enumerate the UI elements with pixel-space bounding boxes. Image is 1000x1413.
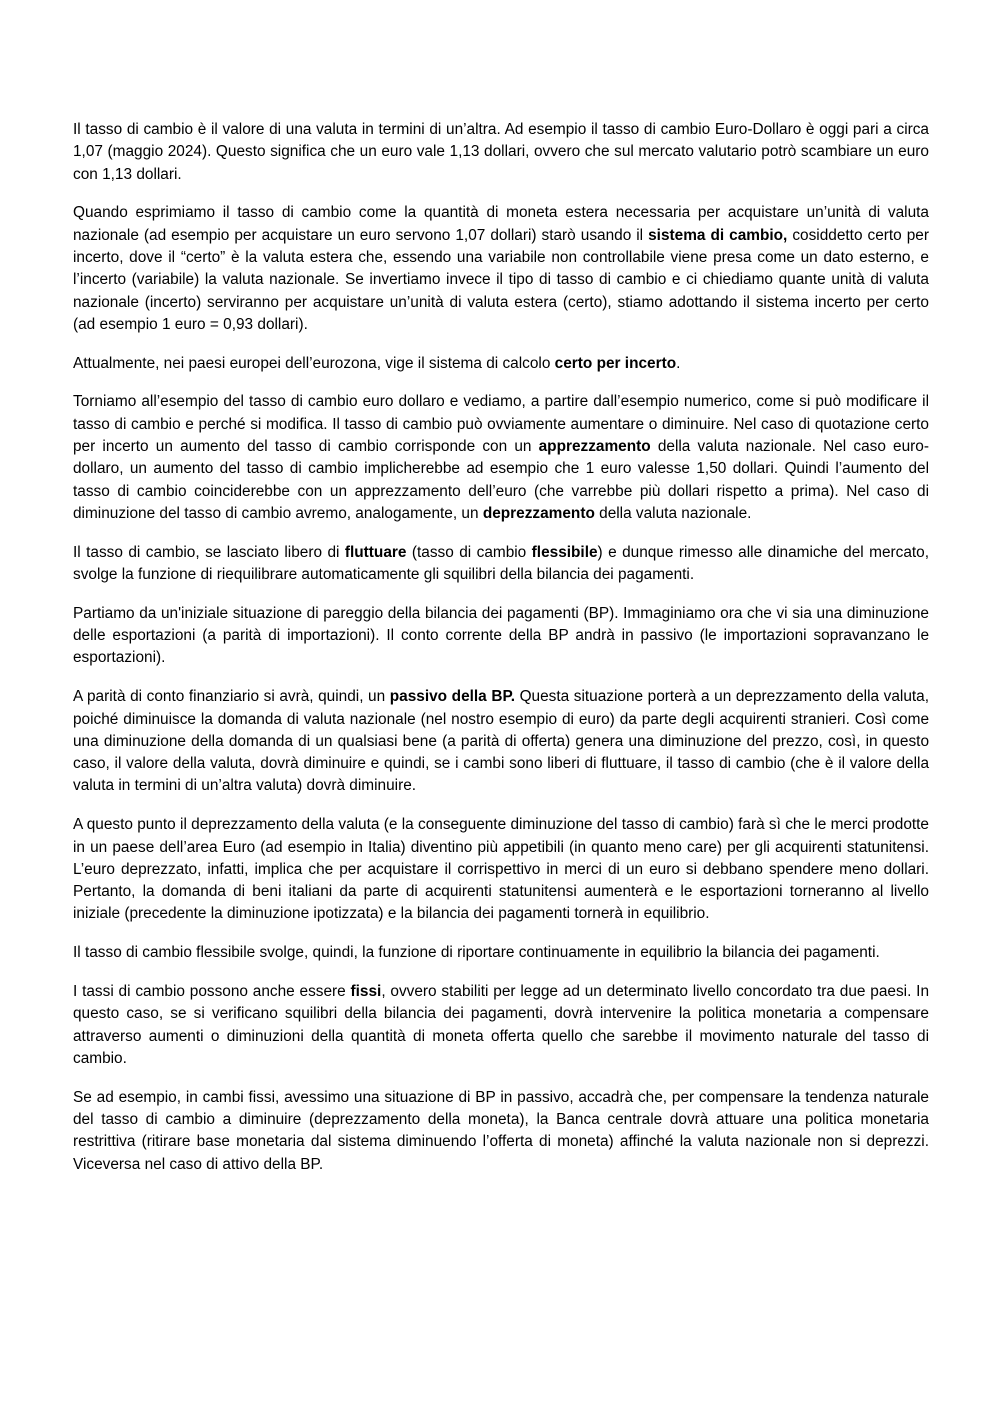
- bold-term: certo per incerto: [554, 354, 677, 372]
- paragraph: [73, 202, 929, 336]
- bold-term: passivo della BP.: [389, 688, 515, 706]
- text-run: Quando esprimiamo il tasso di cambio come la quantità di moneta estera necessaria per acquistare un’unità di valuta nazionale (ad esempio per acquistare un euro servono 1,07 dollari) starò usando il: [73, 204, 929, 244]
- text-run: , ovvero stabiliti per legge ad un determinato livello concordato tra due paesi. In questo caso, se si verificano squilibri della bilancia dei pagamenti, dovrà intervenire la politica monetaria a compensare attraverso aumenti o diminuzioni della quantità di moneta offerta quello che sarebbe il movimento naturale del tasso di cambio.: [73, 983, 930, 1067]
- text-run: I tassi di cambio possono anche essere: [73, 983, 351, 1000]
- paragraph: [73, 1087, 929, 1176]
- paragraph: [73, 981, 929, 1070]
- text-run: Torniamo all’esempio del tasso di cambio euro dollaro e vediamo, a partire dall’esempio numerico, come si può modificare il tasso di cambio e perché si modifica. Il tasso di cambio può ovviamente aumentare o diminuire. Nel caso di quotazione certo per incerto un aumento del tasso di cambio corrisponde con un: [73, 393, 929, 456]
- bold-term: apprezzamento: [538, 438, 651, 456]
- text-run: .: [676, 354, 681, 372]
- text-run: Attualmente, nei paesi europei dell’eurozona, vige il sistema di calcolo: [73, 354, 555, 372]
- text-run: Partiamo da un'iniziale situazione di pareggio della bilancia dei pagamenti (BP). Immaginiamo ora che vi sia una diminuzione delle esportazioni (a parità di importazioni). Il conto corrente della BP andrà in passivo (le importazioni sopravanzano le esportazioni).: [73, 604, 929, 667]
- text-run: cosiddetto certo per incerto, dove il “certo” è la valuta estera che, essendo una variabile non controllabile viene presa come un dato esterno, e l’incerto (variabile) la valuta nazionale. Se invertiamo invece il tipo di tasso di cambio e ci chiediamo quante unità di valuta nazionale (incerto) serviranno per acquistare un’unità di valuta estera (certo), stiamo adottando il sistema incerto per certo (ad esempio 1 euro = 0,93 dollari).: [73, 226, 929, 333]
- bold-term: fluttuare: [344, 543, 407, 561]
- paragraph: [73, 942, 929, 964]
- paragraph: [73, 391, 929, 525]
- paragraph: [73, 603, 929, 670]
- text-run: (tasso di cambio: [406, 543, 532, 561]
- text-run: ) e dunque rimesso alle dinamiche del mercato, svolge la funzione di riequilibrare automaticamente gli squilibri della bilancia dei pagamenti.: [73, 543, 929, 584]
- paragraph: [73, 542, 929, 587]
- text-run: Il tasso di cambio flessibile svolge, quindi, la funzione di riportare continuamente in equilibrio la bilancia dei pagamenti.: [73, 944, 880, 962]
- text-run: Questa situazione porterà a un deprezzamento della valuta, poiché diminuisce la domanda di valuta nazionale (nel nostro esempio di euro) da parte degli acquirenti stranieri. Così come una diminuzione della domanda di un qualsiasi bene (a parità di offerta) genera una diminuzione del prezzo, così, in questo caso, il valore della valuta, dovrà diminuire e quindi, se i cambi sono liberi di fluttuare, il tasso di cambio (che è il valore della valuta in termini di un’altra valuta) dovrà diminuire.: [73, 688, 929, 795]
- text-run: Il tasso di cambio, se lasciato libero di: [73, 543, 345, 561]
- bold-term: fissi: [350, 983, 382, 1000]
- bold-term: sistema di cambio,: [648, 226, 788, 244]
- paragraph: [73, 119, 929, 186]
- text-run: Se ad esempio, in cambi fissi, avessimo una situazione di BP in passivo, accadrà che, per compensare la tendenza naturale del tasso di cambio a diminuire (deprezzamento della moneta), la Banca centrale dovrà attuare una politica monetaria restrittiva (ritirare base monetaria dal sistema diminuendo l’offerta di moneta) affinché la valuta nazionale non si deprezzi. Viceversa nel caso di attivo della BP.: [73, 1088, 929, 1173]
- text-run: Il tasso di cambio è il valore di una valuta in termini di un’altra. Ad esempio il tasso di cambio Euro-Dollaro è oggi pari a circa 1,07 (maggio 2024). Questo significa che un euro vale 1,13 dollari, ovvero che sul mercato valutario potrò scambiare un euro con 1,13 dollari.: [73, 121, 929, 183]
- text-run: della valuta nazionale. Nel caso euro-dollaro, un aumento del tasso di cambio implicherebbe ad esempio che 1 euro valesse 1,50 dollari. Quindi l’aumento del tasso di cambio coinciderebbe con un apprezzamento dell’euro (che varrebbe più dollari rispetto a prima). Nel caso di diminuzione del tasso di cambio avremo, analogamente, un: [73, 438, 929, 522]
- paragraph: [73, 686, 929, 797]
- text-run: della valuta nazionale.: [594, 504, 752, 522]
- text-run: A parità di conto finanziario si avrà, quindi, un: [73, 688, 390, 706]
- bold-term: deprezzamento: [482, 504, 595, 522]
- paragraph: [73, 353, 929, 375]
- text-run: A questo punto il deprezzamento della valuta (e la conseguente diminuzione del tasso di cambio) farà sì che le merci prodotte in un paese dell’area Euro (ad esempio in Italia) diventino più appetibili (in quanto meno care) per gli acquirenti statunitensi. L’euro deprezzato, infatti, implica che per acquistare il corrispettivo in merci di un euro si debbano spendere meno dollari. Pertanto, la domanda di beni italiani da parte di acquirenti statunitensi aumenterà e le esportazioni torneranno al livello iniziale (precedente la diminuzione ipotizzata) e la bilancia dei pagamenti tornerà in equilibrio.: [73, 816, 929, 923]
- bold-term: flessibile: [531, 543, 598, 561]
- paragraph: [73, 814, 929, 925]
- document-body: [73, 119, 929, 1192]
